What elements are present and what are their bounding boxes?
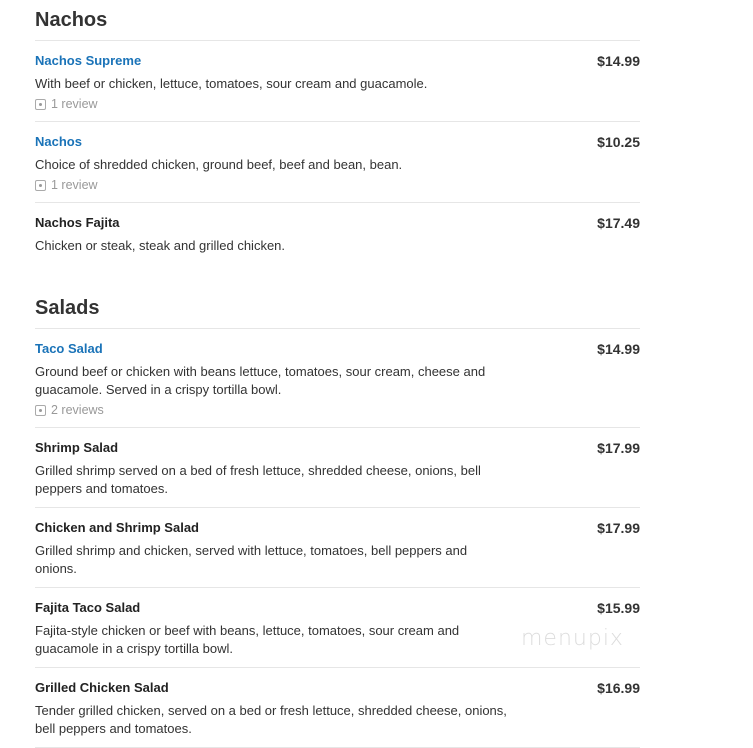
review-icon <box>35 180 46 191</box>
item-name: Grilled Chicken Salad <box>35 680 169 695</box>
item-price: $14.99 <box>597 53 640 69</box>
item-price: $17.49 <box>597 215 640 231</box>
item-name: Chicken and Shrimp Salad <box>35 520 199 535</box>
item-description: Fajita-style chicken or beef with beans, lettuce, tomatoes, sour cream and guacamole in a crispy tortilla bowl. <box>35 623 460 656</box>
item-name-link[interactable]: Taco Salad <box>35 341 103 356</box>
menu-item <box>35 508 640 588</box>
item-price: $15.99 <box>597 600 640 616</box>
item-description: Choice of shredded chicken, ground beef, beef and bean, bean. <box>35 157 403 172</box>
item-name: Shrimp Salad <box>35 440 119 455</box>
menu-item <box>35 668 640 748</box>
menu-item <box>35 122 640 203</box>
item-description: Grilled shrimp and chicken, served with lettuce, tomatoes, bell peppers and onions. <box>35 543 468 576</box>
item-name-link[interactable]: Nachos Supreme <box>35 53 142 68</box>
watermark-logo: menupix <box>521 626 624 651</box>
menu-item <box>35 329 640 428</box>
item-description: Tender grilled chicken, served on a bed or fresh lettuce, shredded cheese, onions, bell peppers and tomatoes. <box>35 703 507 736</box>
item-price: $16.99 <box>597 680 640 696</box>
item-name: Fajita Taco Salad <box>35 600 141 615</box>
item-price: $17.99 <box>597 520 640 536</box>
menu-item <box>35 203 640 264</box>
menu-item <box>35 41 640 122</box>
item-description: With beef or chicken, lettuce, tomatoes, sour cream and guacamole. <box>35 76 428 91</box>
item-description: Chicken or steak, steak and grilled chicken. <box>35 238 286 253</box>
item-price: $17.99 <box>597 440 640 456</box>
review-count: 1 review <box>51 97 98 111</box>
section-title-salads: Salads <box>35 288 640 329</box>
review-icon <box>35 99 46 110</box>
review-link[interactable] <box>35 177 640 193</box>
item-price: $14.99 <box>597 341 640 357</box>
item-description: Grilled shrimp served on a bed of fresh lettuce, shredded cheese, onions, bell peppers and tomatoes. <box>35 463 481 496</box>
review-icon <box>35 405 46 416</box>
item-description: Ground beef or chicken with beans lettuce, tomatoes, sour cream, cheese and guacamole. Served in a crispy tortilla bowl. <box>35 364 486 397</box>
review-count: 1 review <box>51 178 98 192</box>
review-count: 2 reviews <box>51 403 104 417</box>
section-title-nachos: Nachos <box>35 0 640 41</box>
review-link[interactable] <box>35 402 640 418</box>
review-link[interactable] <box>35 96 640 112</box>
item-name-link[interactable]: Nachos <box>35 134 82 149</box>
item-name: Nachos Fajita <box>35 215 120 230</box>
menu-item <box>35 428 640 508</box>
item-price: $10.25 <box>597 134 640 150</box>
